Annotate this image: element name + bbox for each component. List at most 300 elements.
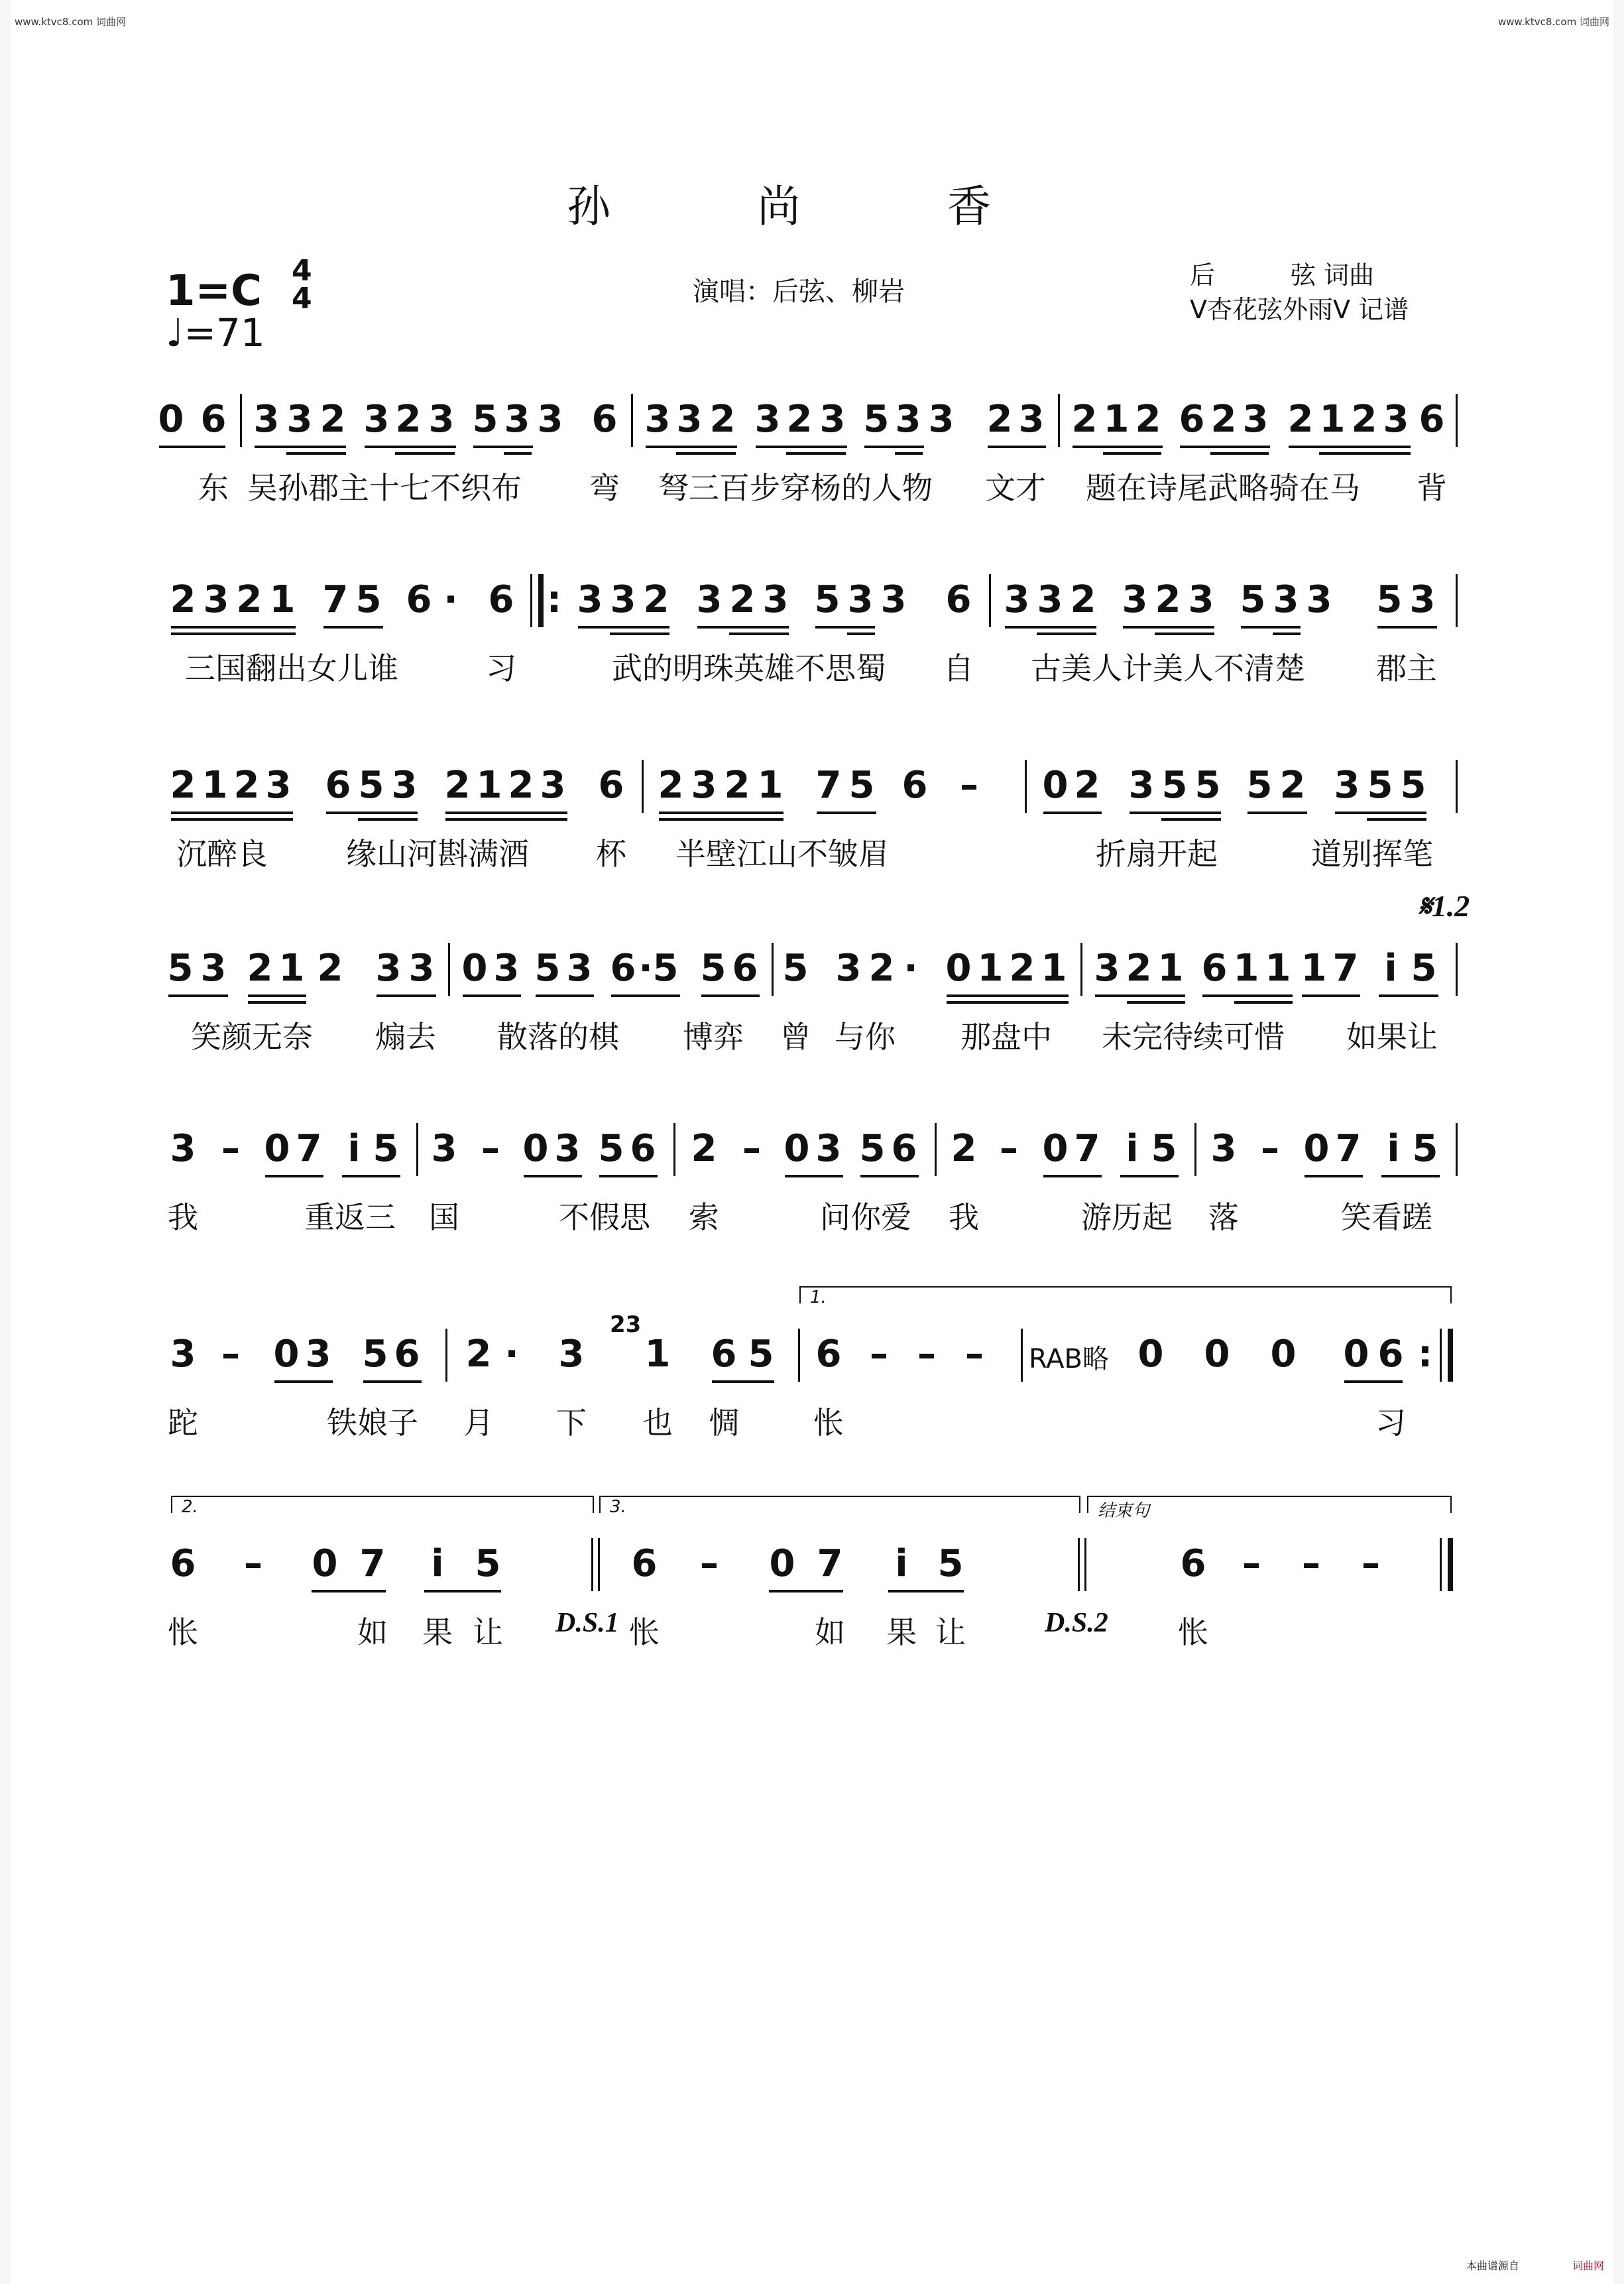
note-digit: 5 [358,764,384,807]
note-digit: 2 [658,764,684,807]
note-digit: 5 [472,398,498,441]
lyrics-row-4 [0,1013,1624,1053]
note-digit: – [481,1127,500,1170]
note-digit: 6 [325,764,351,807]
note-digit: 6 [394,1333,420,1376]
note-digit: 2 [729,578,756,621]
note-digit: · [504,1333,519,1376]
lyric-text: 习 [486,650,516,686]
note-digit: 3 [1094,947,1120,990]
note-digit: 5 [167,947,194,990]
note-digit: 3 [1188,578,1214,621]
notes-row-4 [0,947,1624,1000]
beam-underline [1377,626,1437,629]
note-digit: : [546,578,562,621]
lyric-text: 怅 [813,1405,844,1441]
note-digit: 2 [724,764,750,807]
note-digit: 3 [540,764,566,807]
bar-line [1025,760,1027,813]
note-digit: – [1000,1127,1018,1170]
note-digit: 2 [444,764,471,807]
beam-underline [255,446,346,448]
note-digit: 2 [1279,764,1306,807]
note-digit: 0 [1303,1127,1330,1170]
lyric-text: 未完待续可惜 [1102,1019,1285,1055]
note-digit: 3 [815,1127,842,1170]
song-title: 孙 尚 香 [567,181,1057,232]
bar-line [1456,394,1458,447]
note-digit: – [1302,1542,1320,1585]
beam-underline [864,446,924,448]
lyric-text: 习 [1375,1405,1406,1441]
note-digit: 2 [1135,398,1161,441]
beam-underline [659,818,783,821]
beam-underline [445,811,567,814]
beam-underline [676,452,736,455]
note-digit: 6 [631,1542,658,1585]
lyric-text: 古美人计美人不清楚 [1031,650,1305,686]
beam-underline [860,1175,919,1177]
lyrics-row-2 [0,644,1624,684]
note-digit: 3 [431,1127,457,1170]
bar-line [1078,1538,1080,1591]
note-digit: 5 [598,1127,624,1170]
beam-underline [1210,452,1269,455]
ds1-mark: D.S.1 [555,1608,619,1638]
beam-underline [536,994,594,997]
beam-underline [1180,446,1270,448]
note-digit: 3 [537,398,563,441]
beam-underline [1379,994,1438,997]
note-digit: i [1384,947,1397,990]
note-digit: 2 [691,1127,717,1170]
bar-line [1194,1123,1196,1176]
note-digit: 5 [475,1542,501,1585]
beam-underline [697,626,789,629]
note-digit: 5 [355,578,382,621]
note-digit: 1 [1265,947,1291,990]
note-digit: 1 [269,578,296,621]
lyric-text: 我 [949,1199,979,1235]
lyric-text: 也 [642,1405,673,1441]
lyric-text: 我 [168,1199,198,1235]
beam-underline [1305,1175,1363,1177]
lyric-text: 下 [556,1405,587,1441]
note-digit: 7 [296,1127,322,1170]
beam-underline [1367,818,1426,821]
lyric-text: 那盘中 [960,1019,1052,1055]
lyric-text: 弯 [589,470,620,506]
note-digit: 3 [1383,398,1409,441]
note-digit: 5 [362,1333,388,1376]
lyric-text: 与你 [835,1019,896,1055]
note-digit: 2 [465,1333,492,1376]
beam-underline [1155,632,1214,635]
lyric-text: 杯 [596,836,626,872]
lyric-text: 弩三百步穿杨的人物 [658,470,933,506]
note-digit: 3 [408,947,435,990]
note-digit: 5 [848,764,875,807]
segno-mark: 𝄋1.2 [1419,889,1470,923]
note-digit: 5 [748,1333,774,1376]
beam-underline [424,1590,501,1593]
note-digit: 1 [644,1333,671,1376]
note-digit: 2 [868,947,895,990]
beam-underline [599,1175,658,1177]
footer-source: 本曲谱源自 [1466,2259,1520,2272]
note-digit: · [638,947,653,990]
beam-underline [358,818,418,821]
note-digit: 3 [1210,1127,1237,1170]
beam-underline [445,818,567,821]
lyric-text: 怅 [1178,1614,1208,1650]
note-digit: i [895,1542,908,1585]
note-digit: 5 [1412,1127,1438,1170]
note-digit: 6 [1179,398,1205,441]
beam-underline [1005,626,1096,629]
notes-row-3 [0,764,1624,817]
beam-underline [1103,452,1161,455]
note-digit: 2 [1071,398,1098,441]
note-digit: 3 [428,398,455,441]
bar-line [989,574,991,627]
bar-line [1456,760,1458,813]
singer-credit: 演唱：后弦、柳岩 [693,276,905,307]
lyric-text: 折扇开起 [1096,836,1218,872]
note-digit: – [917,1333,936,1376]
note-digit: 2 [1070,578,1096,621]
note-digit: 3 [1128,764,1155,807]
note-digit: 0 [1270,1333,1297,1376]
lyric-text: 怅 [168,1614,198,1650]
note-digit: 3 [1409,578,1436,621]
note-digit: 1 [1103,398,1130,441]
beam-underline [1234,1001,1293,1004]
lyric-text: 索 [689,1199,719,1235]
note-digit: 6 [406,578,432,621]
beam-underline [248,994,306,997]
note-digit: 7 [815,764,842,807]
beam-underline [171,632,296,635]
note-digit: 6 [901,764,928,807]
note-digit: 1 [1301,947,1327,990]
lyric-text: 沉醉良 [176,836,268,872]
note-digit: 5 [1246,764,1273,807]
beam-underline [659,811,783,814]
note-digit: 3 [1004,578,1030,621]
beam-underline [286,452,346,455]
note-digit: 1 [278,947,305,990]
note-digit: 3 [558,1333,585,1376]
beam-underline [1095,994,1185,997]
beam-underline [756,446,847,448]
lyric-text: 吴孙郡主十七不织布 [247,470,522,506]
note-digit: 2 [1126,947,1152,990]
beam-underline [524,1175,582,1177]
note-digit: 0 [769,1542,795,1585]
note-digit: 2 [1009,947,1035,990]
bar-line [1448,1538,1453,1591]
note-digit: 2 [247,947,273,990]
bar-line [445,1329,447,1382]
note-digit: 6 [732,947,758,990]
note-digit: 2 [319,398,346,441]
note-digit: 3 [363,398,390,441]
beam-underline [611,994,680,997]
note-digit: 3 [928,398,955,441]
note-digit: 7 [1074,1127,1100,1170]
volta-2: 2. [171,1496,594,1513]
notes-row-1 [0,398,1624,451]
note-digit: 3 [566,947,593,990]
notes-row-5 [0,1127,1624,1180]
beam-underline [712,1380,774,1383]
note-digit: – [870,1333,888,1376]
note-digit: 3 [391,764,418,807]
lyric-text: 散落的棋 [497,1019,619,1055]
note-digit: 0 [1137,1333,1164,1376]
beam-underline [817,811,876,814]
beam-underline [365,446,456,448]
note-digit: 6 [711,1333,737,1376]
note-digit: – [1362,1542,1380,1585]
bar-line [1084,1538,1086,1591]
note-digit: 3 [265,764,292,807]
note-digit: 6 [1419,398,1445,441]
beam-underline [326,811,418,814]
lyric-text: 三国翻出女儿谁 [185,650,398,686]
note-digit: 2 [1074,764,1100,807]
beam-underline [701,994,760,997]
note-digit: 5 [1376,578,1403,621]
note-digit: 3 [1122,578,1148,621]
beam-underline [1273,632,1301,635]
bar-line [448,943,450,996]
note-digit: · [903,947,918,990]
note-digit: 3 [170,1127,196,1170]
bar-line [1456,943,1458,996]
note-digit: 3 [644,398,671,441]
beam-underline [463,994,521,997]
bar-line [642,760,644,813]
note-digit: 0 [312,1542,338,1585]
note-digit: 0 [783,1127,810,1170]
note-digit: 5 [859,1127,886,1170]
note-digit: 6 [945,578,972,621]
bar-line [598,1538,600,1591]
note-digit: 5 [1240,578,1266,621]
meter-top: 4 [292,254,312,288]
beam-underline [1335,811,1426,814]
note-digit: – [1261,1127,1279,1170]
note-digit: 5 [937,1542,964,1585]
bar-line [1456,1123,1458,1176]
note-digit: 2 [236,578,262,621]
bar-line [591,1538,593,1591]
site-header-left: www.ktvc8.com 词曲网 [15,16,127,28]
note-digit: 3 [493,947,520,990]
beam-underline [1161,818,1221,821]
note-digit: 6 [170,1542,196,1585]
beam-underline [1289,446,1411,448]
beam-underline [1043,811,1102,814]
note-digit: 3 [754,398,781,441]
note-digit: 1 [202,764,228,807]
lyric-text: 半壁江山不皱眉 [675,836,889,872]
note-digit: 6 [200,398,227,441]
footer-site: 词曲网 [1572,2259,1605,2272]
note-digit: 3 [880,578,907,621]
rab-note: RAB略 [1029,1344,1109,1374]
note-digit: 0 [461,947,488,990]
meter-bottom: 4 [292,282,312,316]
note-digit: 1 [476,764,502,807]
note-digit: 5 [1161,764,1188,807]
note-digit: 1 [977,947,1004,990]
beam-underline [1043,1175,1102,1177]
beam-underline [610,632,669,635]
beam-underline [1319,452,1411,455]
key-signature: 1=C [166,267,262,316]
beam-underline [473,446,533,448]
beam-underline [895,452,923,455]
note-digit: 6 [815,1333,842,1376]
note-digit: – [1242,1542,1261,1585]
beam-underline [274,1380,333,1383]
note-digit: 0 [1204,1333,1230,1376]
time-signature [292,254,312,316]
note-digit: 3 [895,398,921,441]
lyrics-row-6 [0,1399,1624,1439]
lyric-text: 问你爱 [820,1199,911,1235]
note-digit: 2 [1210,398,1237,441]
lyric-text: 国 [429,1199,459,1235]
lyric-text: 自 [943,650,974,686]
bar-line [798,1329,800,1382]
note-digit: i [431,1542,444,1585]
note-digit: 0 [1343,1333,1369,1376]
lyric-text: 曾 [780,1019,811,1055]
lyrics-row-1 [0,464,1624,504]
note-digit: 5 [1400,764,1426,807]
beam-underline [1381,1175,1440,1177]
beam-underline [785,1175,843,1177]
note-digit: 5 [652,947,679,990]
beam-underline [1073,446,1163,448]
lyric-text: 武的明珠英雄不思蜀 [612,650,886,686]
lyric-text: 果 [886,1614,917,1650]
note-digit: 2 [986,398,1013,441]
note-digit: i [1387,1127,1400,1170]
volta-end: 结束句 [1087,1496,1452,1513]
bar-line [1448,1329,1453,1382]
notes-row-7 [0,1542,1624,1595]
volta-1: 1. [799,1286,1452,1303]
site-header-right: www.ktvc8.com 词曲网 [1497,16,1609,28]
note-digit: : [1417,1333,1433,1376]
lyric-text: 文才 [985,470,1046,506]
lyric-text: 怅 [629,1614,660,1650]
note-digit: 5 [1151,1127,1177,1170]
note-digit: 1 [1157,947,1184,990]
note-digit: 3 [1018,398,1045,441]
beam-underline [168,994,228,997]
note-digit: 6 [591,398,618,441]
bar-line [240,394,242,447]
note-digit: 3 [1242,398,1269,441]
bar-line [1058,394,1060,447]
note-digit: 3 [762,578,789,621]
tempo-marking: ♩=71 [166,310,265,355]
ds2-mark: D.S.2 [1045,1608,1108,1638]
note-digit: 2 [395,398,422,441]
bar-line [631,394,633,447]
beam-underline [504,452,532,455]
beam-underline [769,1590,843,1593]
bar-line [673,1123,675,1176]
beam-underline [171,818,293,821]
lyric-text: 重返三 [304,1199,396,1235]
note-digit: 2 [508,764,534,807]
grace-notes: 23 [610,1311,642,1338]
beam-underline [1302,994,1360,997]
beam-underline [395,452,455,455]
note-digit: 5 [863,398,890,441]
bar-line [1021,1329,1023,1382]
note-digit: · [443,578,458,621]
note-digit: 3 [835,947,862,990]
lyric-text: 月 [463,1405,494,1441]
transcriber-credit: V杏花弦外雨V 记谱 [1190,295,1409,324]
note-digit: 3 [305,1333,331,1376]
note-digit: 3 [819,398,846,441]
bar-line [772,943,774,996]
volta-3: 3. [599,1496,1080,1513]
note-digit: 7 [322,578,349,621]
bar-line [416,1123,418,1176]
note-digit: 3 [1334,764,1360,807]
notes-row-6 [0,1311,1624,1386]
note-digit: – [742,1127,761,1170]
note-digit: 3 [203,578,229,621]
beam-underline [265,1175,323,1177]
note-digit: 6 [1201,947,1228,990]
beam-underline [646,446,737,448]
note-digit: 3 [1306,578,1332,621]
note-digit: 7 [1332,947,1359,990]
note-digit: 5 [373,1127,399,1170]
note-digit: 2 [1351,398,1377,441]
lyrics-row-7 [0,1608,1624,1648]
bar-line [1080,943,1082,996]
lyric-text: 笑颜无奈 [191,1019,313,1055]
note-digit: 1 [1233,947,1259,990]
beam-underline [1037,632,1096,635]
note-digit: 3 [577,578,603,621]
bar-line [935,1123,937,1176]
note-digit: 7 [817,1542,843,1585]
note-digit: 6 [598,764,624,807]
beam-underline [323,626,383,629]
lyric-text: 让 [935,1614,966,1650]
note-digit: 3 [696,578,723,621]
beam-underline [815,626,875,629]
beam-underline [171,626,296,629]
bar-line [1456,574,1458,627]
beam-underline [1127,1001,1185,1004]
beam-underline [988,446,1046,448]
lyric-text: 惆 [709,1405,739,1441]
